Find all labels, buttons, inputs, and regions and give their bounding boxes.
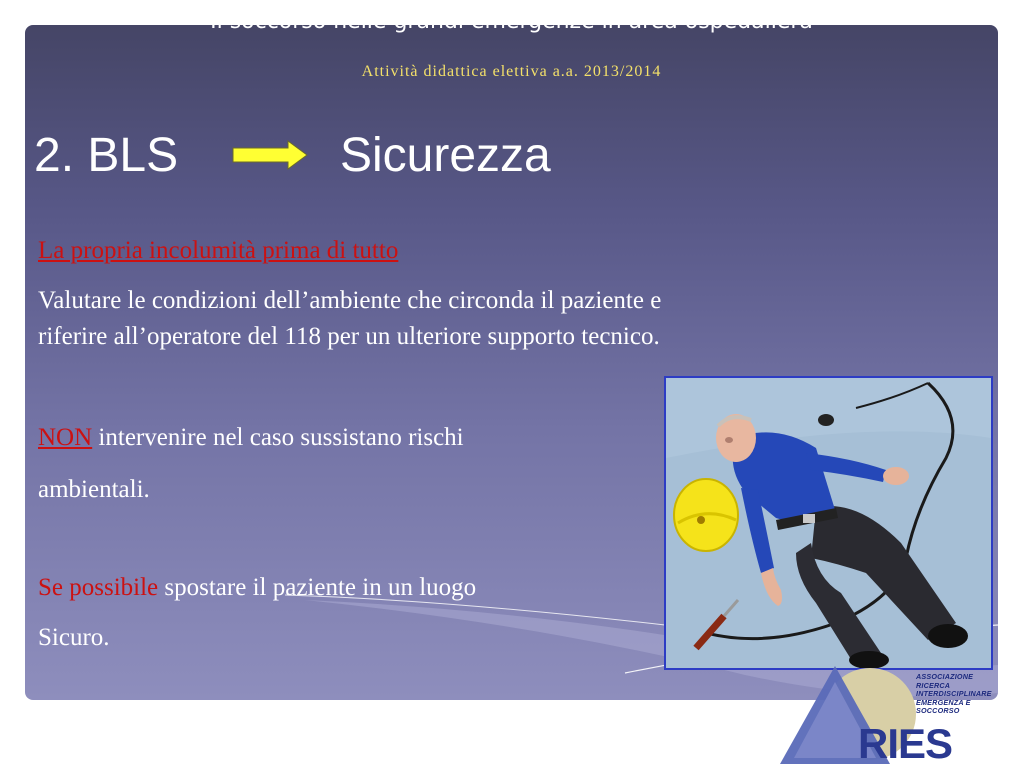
- header-subtitle: Attività didattica elettiva a.a. 2013/2014: [361, 63, 662, 80]
- heading-section-number: 2. BLS: [34, 129, 179, 182]
- logo-line: EMERGENZA E: [916, 697, 971, 707]
- safety-first-text: La propria incolumità prima di tutto: [38, 237, 399, 264]
- header-title: Il soccorso nelle grandi emergenze in area ospedaliera: [210, 9, 813, 34]
- instruction-line-2: riferire all’operatore del 118 per un ulteriore supporto tecnico.: [38, 323, 660, 350]
- unconscious-person-photo: [664, 376, 993, 670]
- logo-line: ASSOCIAZIONE: [916, 672, 974, 681]
- move-patient-text: spostare il paziente in un luogo: [158, 574, 477, 601]
- aries-logo-word: RIES: [858, 720, 953, 767]
- move-patient-keyword: Se possibile: [38, 574, 159, 601]
- arrow-right-icon: [232, 140, 308, 170]
- logo-line: RICERCA: [916, 680, 951, 690]
- aries-logo-caption: [916, 673, 998, 716]
- move-patient-line: [38, 570, 476, 606]
- warning-keyword: NON: [38, 424, 93, 451]
- warning-text: intervenire nel caso sussistano rischi: [92, 424, 464, 451]
- logo-line: INTERDISCIPLINARE: [916, 689, 992, 699]
- heading-topic: Sicurezza: [340, 129, 551, 182]
- warning-line-continued: ambientali.: [38, 476, 150, 503]
- instruction-line-1: Valutare le condizioni dell’ambiente che circonda il paziente e: [38, 287, 662, 314]
- move-patient-line-continued: Sicuro.: [38, 624, 110, 651]
- logo-line: SOCCORSO: [916, 706, 960, 716]
- warning-line: [38, 420, 464, 456]
